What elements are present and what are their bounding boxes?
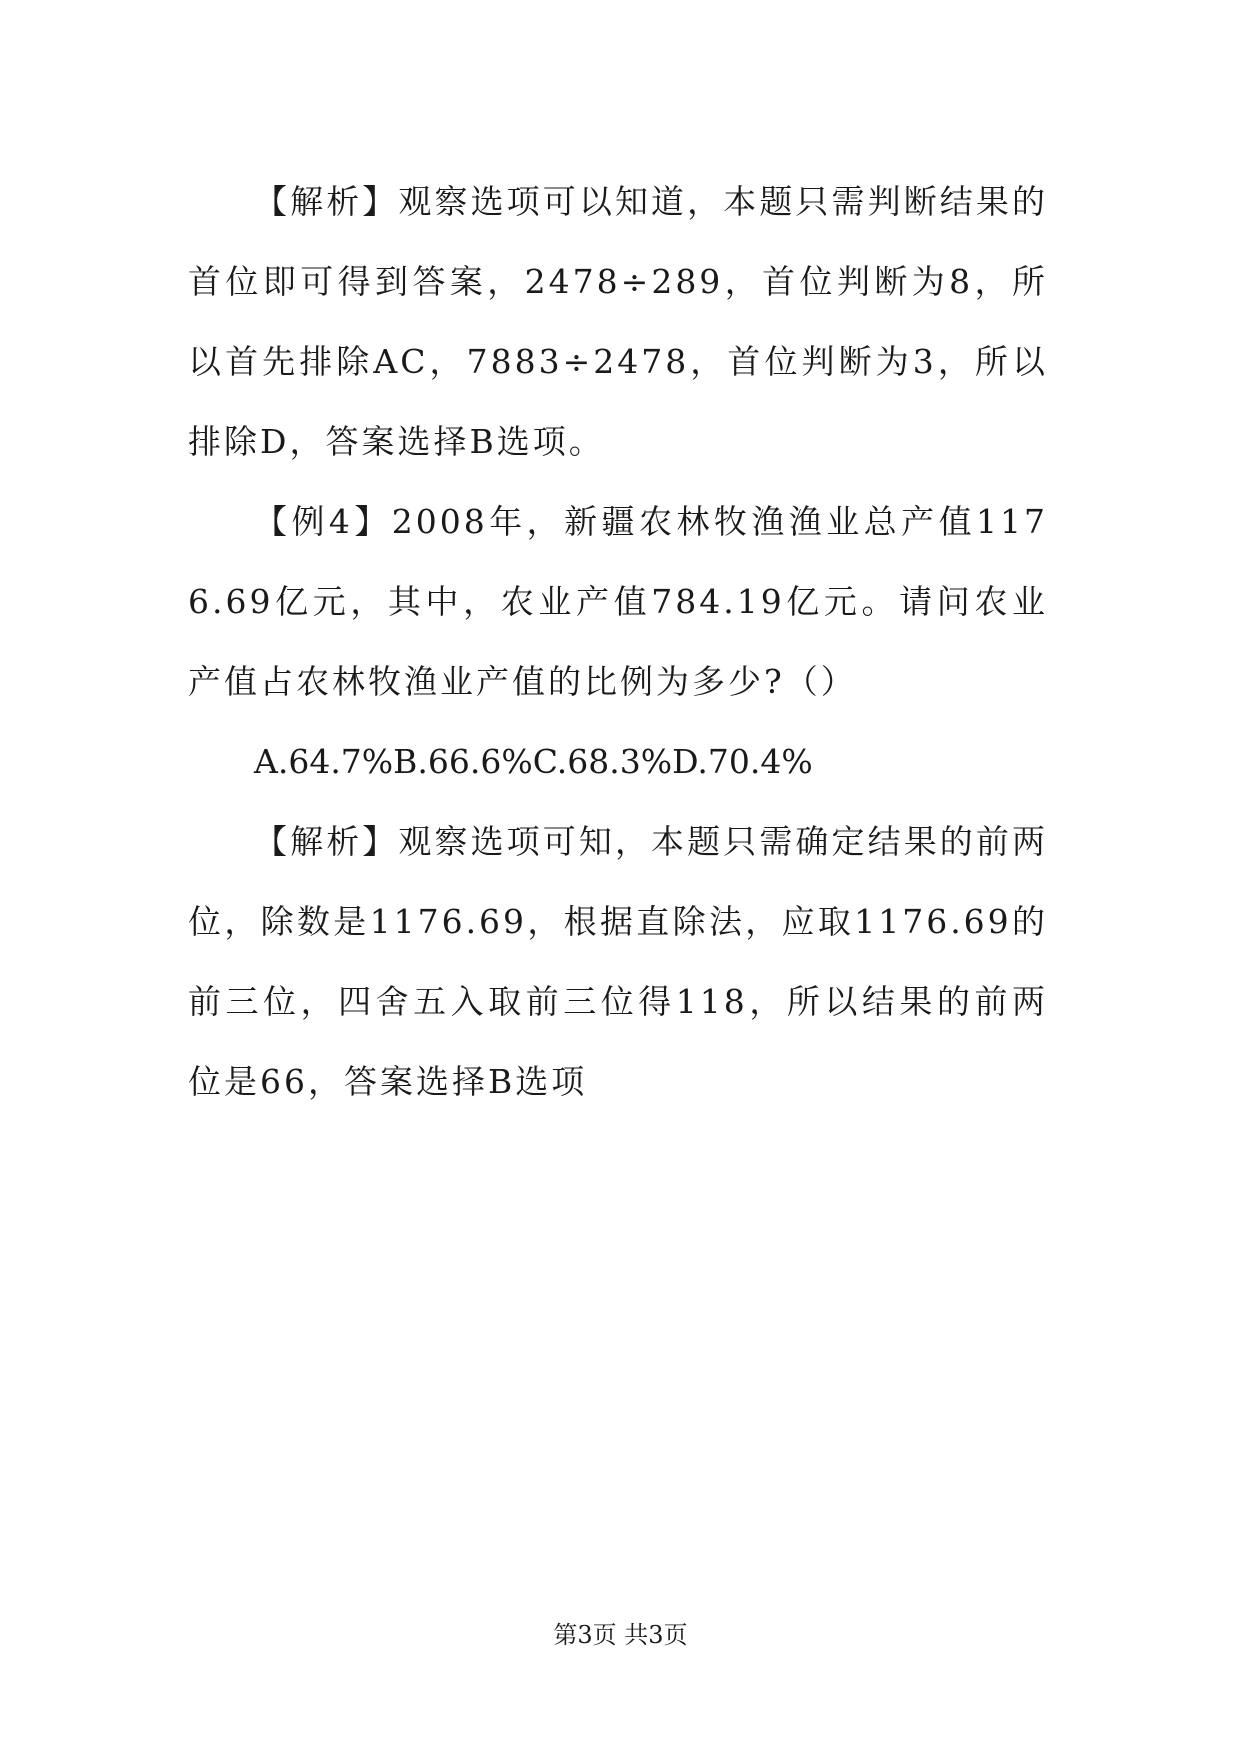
example-4-options: A.64.7%B.66.6%C.68.3%D.70.4% bbox=[254, 742, 813, 781]
example-4-question: 【例4】2008年，新疆农林牧渔渔业总产值1176.69亿元，其中，农业产值784.19亿元。请问农业产值占农林牧渔业产值的比例为多少?（） bbox=[188, 502, 1048, 701]
document-body bbox=[188, 162, 1048, 1122]
analysis-paragraph-2: 【解析】观察选项可知，本题只需确定结果的前两位，除数是1176.69，根据直除法，应取1176.69的前三位，四舍五入取前三位得118，所以结果的前两位是66，答案选择B选项 bbox=[188, 822, 1048, 1101]
analysis-paragraph-1: 【解析】观察选项可以知道，本题只需判断结果的首位即可得到答案，2478÷289，首位判断为8，所以首先排除AC，7883÷2478，首位判断为3，所以排除D，答案选择B选项。 bbox=[188, 182, 1048, 461]
page-footer: 第3页 共3页 bbox=[553, 1621, 688, 1649]
